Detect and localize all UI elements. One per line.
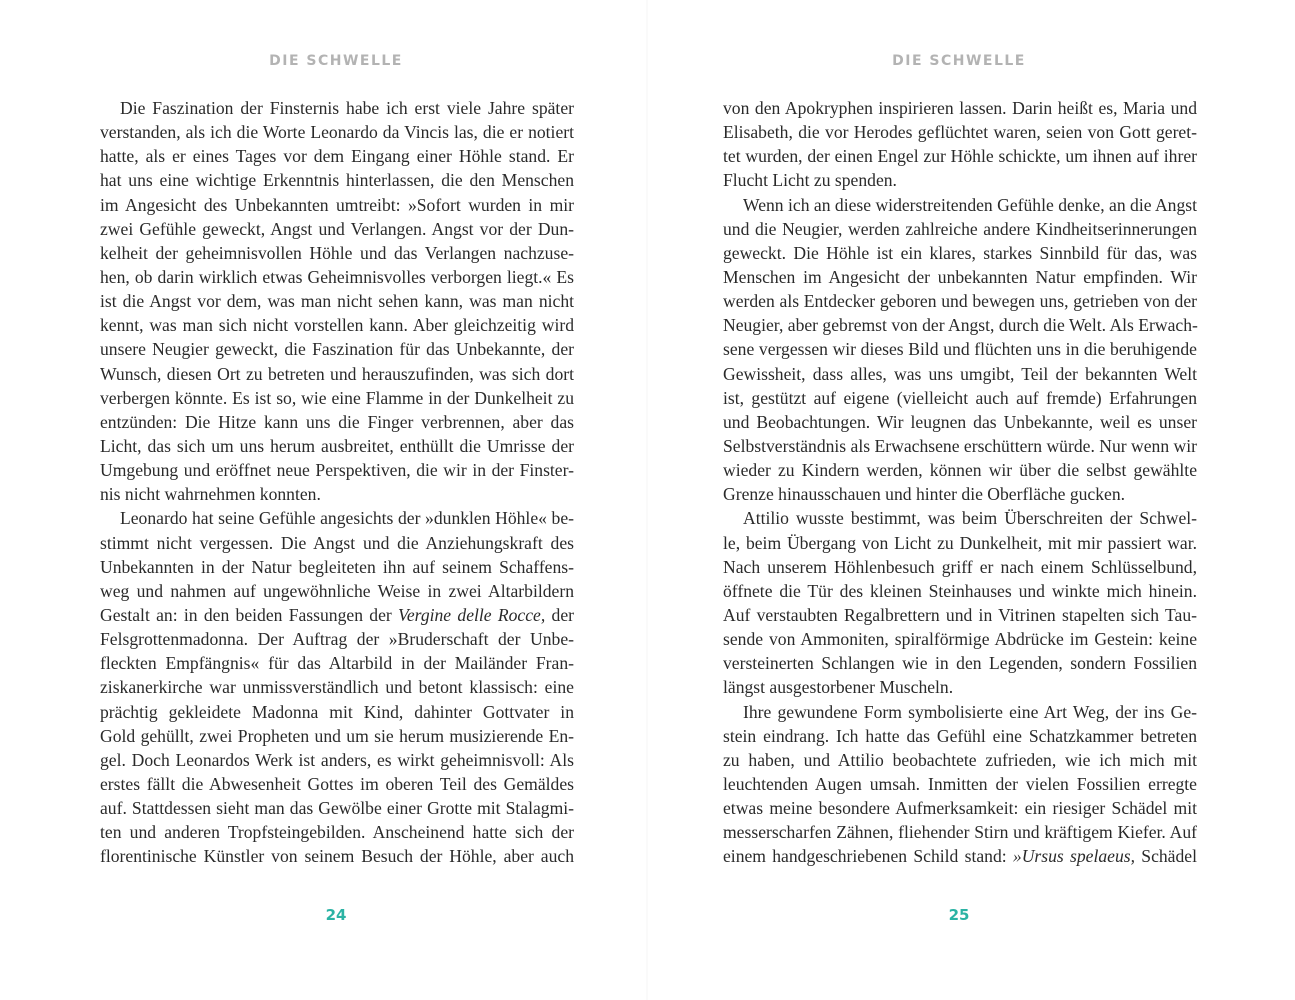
text-line [100,627,574,651]
text-line [100,337,574,361]
line-text: kennt, was man sich nicht vorstellen kann. Aber gleichzeitig wird [100,315,574,336]
line-text: und die Neugier, werden zahlreiche andere Kindheitserinnerungen [723,218,1197,239]
line-text: Auf verstaubten Regalbrettern und in Vitrinen stapelten sich Tau- [723,604,1197,625]
line-text: unsere Neugier geweckt, die Faszination für das Unbekannte, der [100,339,574,360]
line-text: le, beim Übergang von Licht zu Dunkelheit, mit mir passiert war. [723,532,1197,553]
line-text: wieder zu Kindern werden, können wir über die selbst gewählte [723,460,1197,481]
line-text: versteinerten Schlangen wie in den Legenden, sondern Fossilien [723,653,1197,674]
text-line [723,700,1197,724]
text-line [723,96,1197,120]
line-text: zwei Gefühle geweckt, Angst und Verlangen. Angst vor der Dun- [100,218,574,239]
line-text: tet wurden, der einen Engel zur Höhle schickte, um ihnen auf ihrer [723,146,1197,167]
text-line [100,555,574,579]
line-text: messerscharfen Zähnen, fliehender Stirn und kräftigem Kiefer. Auf [723,822,1197,843]
text-line [723,386,1197,410]
line-text: hat uns eine wichtige Erkenntnis hinterlassen, die den Menschen [100,170,574,191]
line-text: Licht, das sich um uns herum ausbreitet, enthüllt die Umrisse der [100,435,574,456]
line-text: Attilio wusste bestimmt, was beim Überschreiten der Schwel- [743,508,1197,529]
line-text: sende von Ammoniten, spiralförmige Abdrücke im Gestein: keine [723,629,1197,650]
text-line [723,168,1197,192]
text-line [100,700,574,724]
line-text: von den Apokryphen inspirieren lassen. Darin heißt es, Maria und [723,98,1197,118]
right-page [648,0,1295,1000]
line-text: weg und nahmen auf ungewöhnliche Weise in zwei Altarbildern [100,580,574,601]
line-text: Felsgrottenmadonna. Der Auftrag der »Bruderschaft der Unbe- [100,629,574,650]
line-text: öffnete die Tür des kleinen Steinhauses und winkte mich hinein. [723,580,1197,601]
line-text: Unbekannten in der Natur begleiteten ihn auf seinem Schaffens- [100,556,574,577]
running-head: DIE SCHWELLE [269,53,403,69]
text-line [723,434,1197,458]
line-text: leuchtenden Augen umsah. Inmitten der vielen Fossilien erregte [723,773,1197,794]
text-line [723,627,1197,651]
line-text-after: der [545,604,574,625]
text-line [723,724,1197,748]
text-line [100,313,574,337]
text-line [723,265,1197,289]
text-line [100,265,574,289]
text-line [723,772,1197,796]
text-line [100,772,574,796]
text-line [100,241,574,265]
page-number: 25 [948,906,970,924]
line-text: und Beobachtungen. Wir leugnen das Unbekannte, weil es unser [723,411,1197,432]
italic-text: Vergine delle Rocce, [398,604,546,625]
text-line [100,217,574,241]
text-line [723,844,1197,868]
line-text: stein eindrang. Ich hatte das Gefühl eine Schatzkammer betreten [723,725,1197,746]
line-text: geweckt. Die Höhle ist ein klares, starkes Sinnbild für das, was [723,242,1197,263]
text-line [100,410,574,434]
line-text: auf. Stattdessen sieht man das Gewölbe einer Grotte mit Stalagmi- [100,798,574,819]
line-text: Gold gehüllt, zwei Propheten und um sie herum musizierende En- [100,725,574,746]
line-text: Gestalt an: in den beiden Fassungen der [100,604,399,625]
text-line [100,120,574,144]
line-text: Nach unserem Höhlenbesuch griff er nach einem Schlüsselbund, [723,556,1197,577]
line-text: kelheit der geheimnisvollen Höhle und das Verlangen nachzuse- [100,242,574,263]
line-text: florentinische Künstler von seinem Besuch der Höhle, aber auch [100,846,574,867]
text-line [100,579,574,603]
text-line [723,193,1197,217]
line-text: hen, ob darin wirklich etwas Geheimnisvolles verborgen liegt.« Es [100,266,574,287]
text-line [723,482,1197,506]
line-text: Selbstverständnis als Erwachsene erschüttern würde. Nur wenn wir [723,435,1197,456]
text-line [723,820,1197,844]
running-head: DIE SCHWELLE [892,53,1026,69]
text-line [100,820,574,844]
page-number: 24 [325,906,347,924]
line-text: Wunsch, diesen Ort zu betreten und herauszufinden, was sich dort [100,363,574,384]
line-text: verbergen könnte. Es ist so, wie eine Flamme in der Dunkelheit zu [100,387,574,408]
line-text: stimmt nicht vergessen. Die Angst und die Anziehungskraft des [100,532,574,553]
text-line [723,651,1197,675]
body-text [100,96,574,869]
text-line [100,362,574,386]
line-text: einem handgeschriebenen Schild stand: [723,846,1013,867]
line-text: Flucht Licht zu spenden. [723,170,897,191]
text-line [100,482,574,506]
text-line [100,193,574,217]
text-line [100,289,574,313]
line-text: ist die Angst vor dem, was man nicht sehen kann, was man nicht [100,291,574,312]
body-text [723,96,1197,869]
text-line [100,96,574,120]
line-text: ten und anderen Tropfsteingebilden. Anscheinend hatte sich der [100,822,574,843]
text-line [723,289,1197,313]
line-text: sene vergessen wir dieses Bild und flüchten uns in die beruhigende [723,339,1197,360]
line-text: Leonardo hat seine Gefühle angesichts der »dunklen Höhle« be- [120,508,574,529]
text-line [723,337,1197,361]
line-text: im Angesicht des Unbekannten umtreibt: »Sofort wurden in mir [100,194,574,215]
text-line [723,144,1197,168]
text-line [100,506,574,530]
line-text: entzünden: Die Hitze kann uns die Finger verbrennen, aber das [100,411,574,432]
line-text: ist, gestützt auf eigene (vielleicht auch auf fremde) Erfahrungen [723,387,1197,408]
text-line [723,241,1197,265]
text-line [100,844,574,868]
line-text: Umgebung und eröffnet neue Perspektiven, die wir in der Finster- [100,460,574,481]
line-text: nis nicht wahrnehmen konnten. [100,484,321,505]
line-text: prächtig gekleidete Madonna mit Kind, dahinter Gottvater in [100,701,574,722]
line-text: Neugier, aber gebremst von der Angst, durch die Welt. Als Erwach- [723,315,1198,336]
text-line [723,579,1197,603]
line-text: längst ausgestorbener Muscheln. [723,677,954,698]
text-line [100,675,574,699]
text-line [100,168,574,192]
line-text: erstes fällt die Abwesenheit Gottes im oberen Teil des Gemäldes [100,773,574,794]
line-text: zu haben, und Attilio beobachtete zufrieden, wie ich mich mit [723,749,1197,770]
text-line [723,458,1197,482]
line-text: Ihre gewundene Form symbolisierte eine Art Weg, der ins Ge- [743,701,1197,722]
text-line [100,531,574,555]
text-line [723,506,1197,530]
line-text: Gewissheit, dass alles, was uns umgibt, Teil der bekannten Welt [723,363,1197,384]
line-text: etwas meine besondere Aufmerksamkeit: ein riesiger Schädel mit [723,798,1197,819]
text-line [100,651,574,675]
line-text: hatte, als er eines Tages vor dem Eingang einer Höhle stand. Er [100,146,574,167]
text-line [723,120,1197,144]
text-line [723,748,1197,772]
text-line [723,313,1197,337]
text-line [100,434,574,458]
line-text: Die Faszination der Finsternis habe ich erst viele Jahre später [120,98,574,118]
text-line [100,724,574,748]
line-text: Elisabeth, die vor Herodes geflüchtet waren, seien von Gott geret- [723,122,1197,143]
line-text: werden als Entdecker geboren und bewegen uns, getrieben von der [723,291,1197,312]
text-line [723,603,1197,627]
text-line [723,217,1197,241]
italic-text: »Ursus spelaeus, [1012,846,1136,867]
text-line [100,458,574,482]
line-text: Wenn ich an diese widerstreitenden Gefühle denke, an die Angst [743,194,1197,215]
text-line [723,410,1197,434]
text-line [723,675,1197,699]
left-page [0,0,647,1000]
text-line [100,144,574,168]
text-line [100,603,574,627]
text-line [100,386,574,410]
text-line [723,555,1197,579]
line-text: ziskanerkirche war unmissverständlich und betont klassisch: eine [100,677,574,698]
line-text: verstanden, als ich die Worte Leonardo da Vincis las, die er notiert [100,122,574,143]
line-text: fleckten Empfängnis« für das Altarbild in der Mailänder Fran- [100,653,574,674]
text-line [100,796,574,820]
text-line [723,796,1197,820]
text-line [723,362,1197,386]
line-text: gel. Doch Leonardos Werk ist anders, es wirkt geheimnisvoll: Als [100,749,574,770]
text-line [723,531,1197,555]
line-text: Grenze hinausschauen und hinter die Oberfläche gucken. [723,484,1126,505]
line-text-after: Schädel [1135,846,1197,867]
line-text: Menschen im Angesicht der unbekannten Natur empfinden. Wir [723,266,1197,287]
text-line [100,748,574,772]
